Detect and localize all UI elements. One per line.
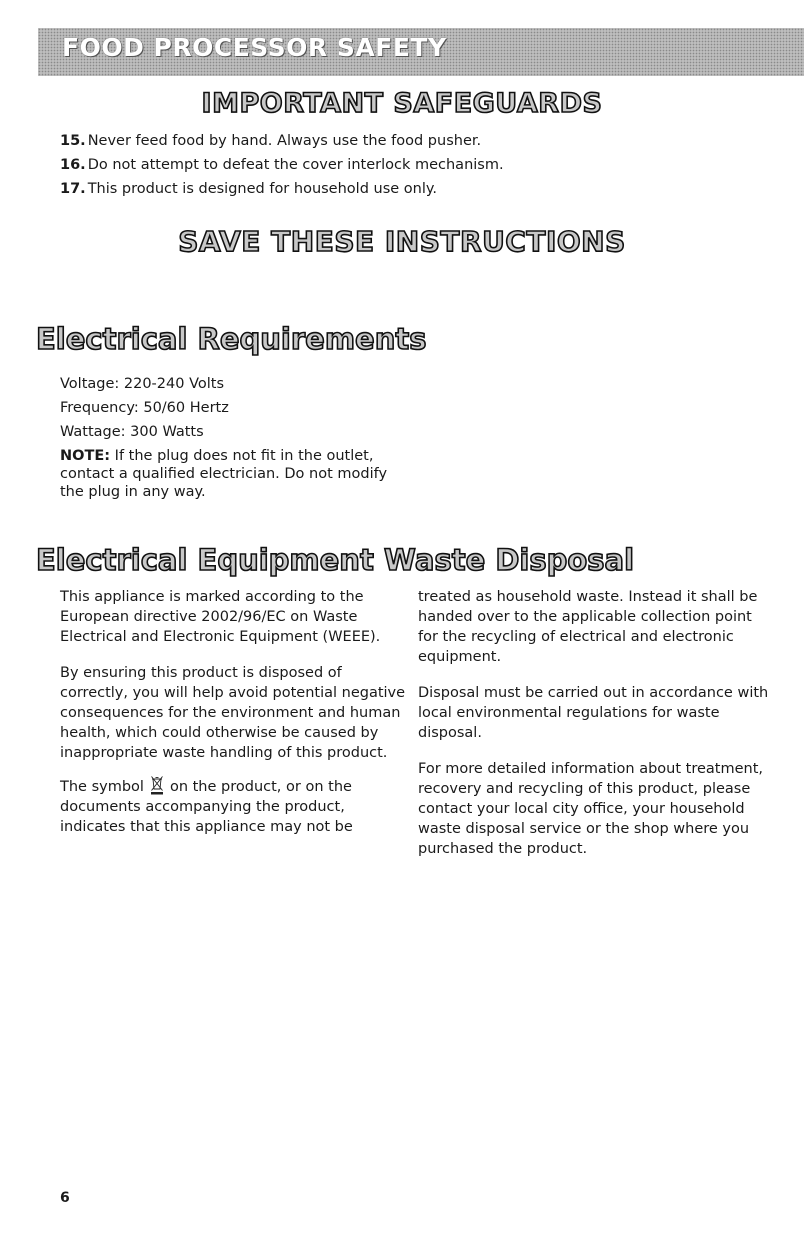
disposal-left-column	[60, 587, 412, 853]
list-item	[60, 153, 504, 177]
item-number: 17.	[60, 181, 86, 197]
note-paragraph	[60, 447, 390, 501]
disposal-paragraph-symbol	[60, 775, 412, 837]
weee-bin-icon	[150, 775, 164, 795]
frequency-text: Frequency: 50/60 Hertz	[60, 400, 229, 416]
disposal-paragraph: treated as household waste. Instead it shall be handed over to the applicable collection point for the recycling of electrical and electronic equipment.	[418, 589, 758, 665]
item-text: This product is designed for household use only.	[87, 181, 437, 197]
item-text: Do not attempt to defeat the cover interlock mechanism.	[87, 157, 504, 173]
wattage-text: Wattage: 300 Watts	[60, 424, 204, 440]
important-safeguards-heading: IMPORTANT SAFEGUARDS	[201, 88, 603, 119]
voltage-text: Voltage: 220-240 Volts	[60, 376, 225, 392]
note-text: If the plug does not fit in the outlet, contact a qualified electrician. Do not modify the plug in any way.	[60, 448, 388, 500]
symbol-text-after: on the product, or on the documents accompanying the product, indicates that this appliance may not be	[60, 779, 353, 835]
save-instructions-heading: SAVE THESE INSTRUCTIONS	[178, 225, 626, 258]
section-banner	[38, 28, 804, 76]
item-number: 15.	[60, 133, 86, 149]
list-item	[60, 129, 504, 153]
symbol-text-before: The symbol	[60, 779, 144, 795]
disposal-paragraph: For more detailed information about treatment, recovery and recycling of this product, please contact your local city office, your household waste disposal service or the shop where you purchased the product.	[418, 761, 764, 857]
safeguards-list	[60, 129, 504, 201]
disposal-paragraph: By ensuring this product is disposed of correctly, you will help avoid potential negative consequences for the environment and human health, which could otherwise be caused by inappropriate waste handling of this product.	[60, 665, 406, 761]
list-item	[60, 177, 504, 201]
disposal-paragraph: This appliance is marked according to the European directive 2002/96/EC on Waste Electrical and Electronic Equipment (WEEE).	[60, 589, 381, 645]
note-label: NOTE:	[60, 448, 111, 464]
banner-title: FOOD PROCESSOR SAFETY	[62, 33, 447, 62]
disposal-right-column	[418, 587, 770, 875]
page-number: 6	[60, 1190, 70, 1206]
electrical-specs	[60, 372, 390, 501]
item-text: Never feed food by hand. Always use the food pusher.	[87, 133, 482, 149]
waste-disposal-heading: Electrical Equipment Waste Disposal	[36, 543, 635, 577]
disposal-paragraph: Disposal must be carried out in accordance with local environmental regulations for waste disposal.	[418, 685, 769, 741]
item-number: 16.	[60, 157, 86, 173]
electrical-requirements-heading: Electrical Requirements	[36, 322, 427, 356]
